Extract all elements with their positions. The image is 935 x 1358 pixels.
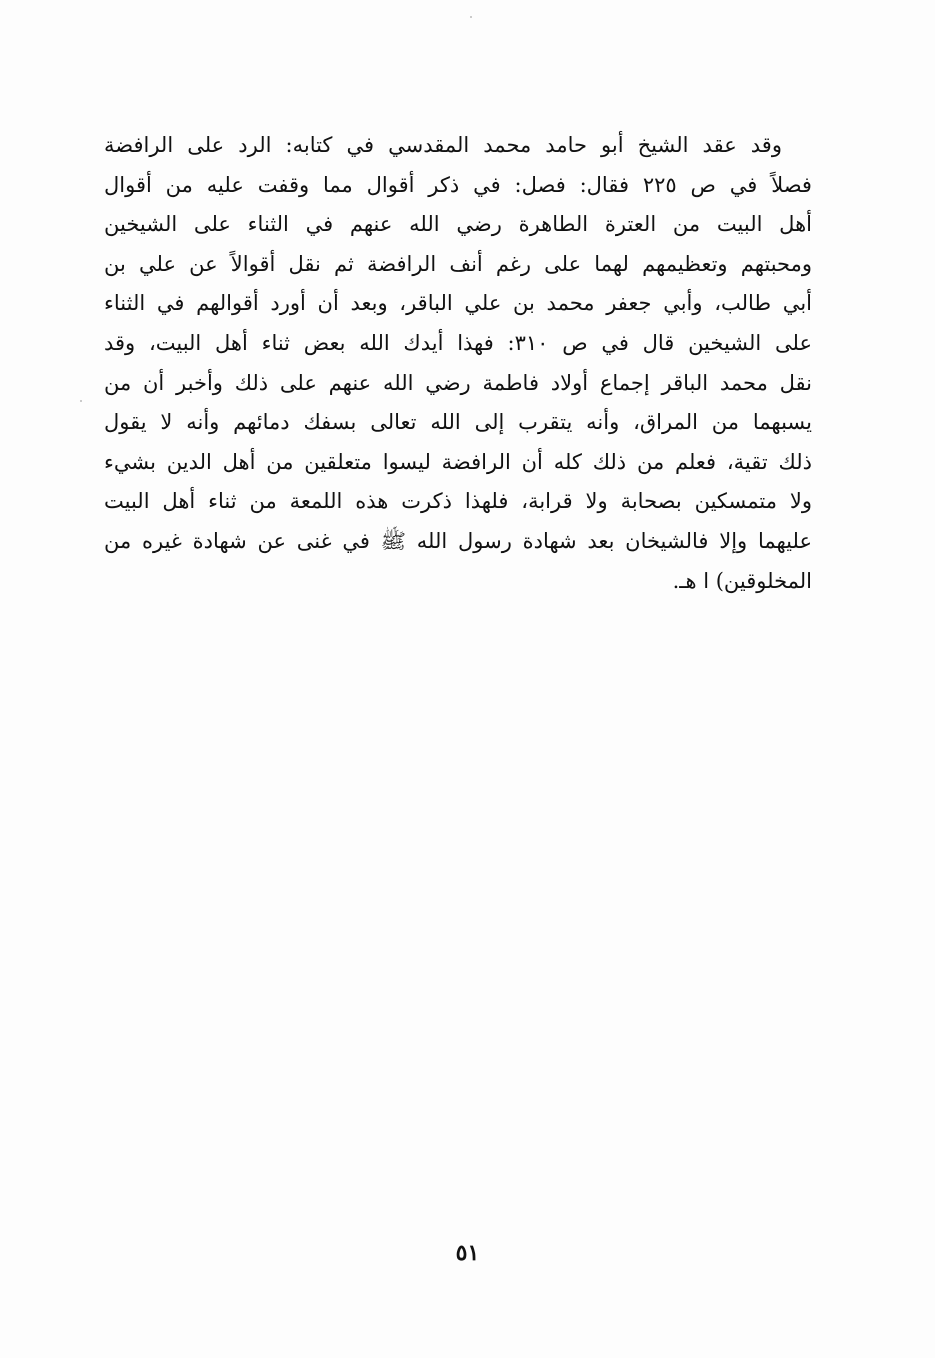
text-line: وقد عقد الشيخ أبو حامد محمد المقدسي في كتابه: الرد على الرافضة bbox=[104, 133, 782, 157]
text-line: على الشيخين قال في ص ٣١٠: فهذا أيدك الله بعض ثناء أهل البيت، وقد bbox=[104, 330, 812, 355]
body-paragraph bbox=[104, 126, 812, 601]
text-line: ولا متمسكين بصحابة ولا قرابة، فلهذا ذكرت هذه اللمعة من ثناء أهل البيت bbox=[104, 489, 812, 514]
text-line: ذلك تقية، فعلم من ذلك كله أن الرافضة ليسوا متعلقين من أهل الدين بشيء bbox=[104, 449, 812, 474]
text-line: يسبهما من المراق، وأنه يتقرب إلى الله تعالى بسفك دمائهم وأنه لا يقول bbox=[104, 410, 812, 435]
text-line: أهل البيت من العترة الطاهرة رضي الله عنهم في الثناء على الشيخين bbox=[104, 212, 812, 237]
scan-speck bbox=[80, 400, 82, 402]
text-line: عليهما وإلا فالشيخان بعد شهادة رسول الله ﷺ في غنى عن شهادة غيره من bbox=[104, 528, 812, 553]
text-line: ومحبتهم وتعظيمهم لهما على رغم أنف الرافضة ثم نقل أقوالاً عن علي بن bbox=[104, 251, 812, 276]
page-number: ٥١ bbox=[455, 1240, 480, 1266]
text-line: المخلوقين) ا هـ. bbox=[672, 568, 812, 593]
text-line: نقل محمد الباقر إجماع أولاد فاطمة رضي الله عنهم على ذلك وأخبر أن من bbox=[104, 370, 812, 395]
text-line: فصلاً في ص ٢٢٥ فقال: فصل: في ذكر أقوال مما وقفت عليه من أقوال bbox=[104, 172, 812, 197]
text-line: أبي طالب، وأبي جعفر محمد بن علي الباقر، وبعد أن أورد أقوالهم في الثناء bbox=[104, 291, 812, 316]
scan-speck bbox=[470, 16, 472, 18]
